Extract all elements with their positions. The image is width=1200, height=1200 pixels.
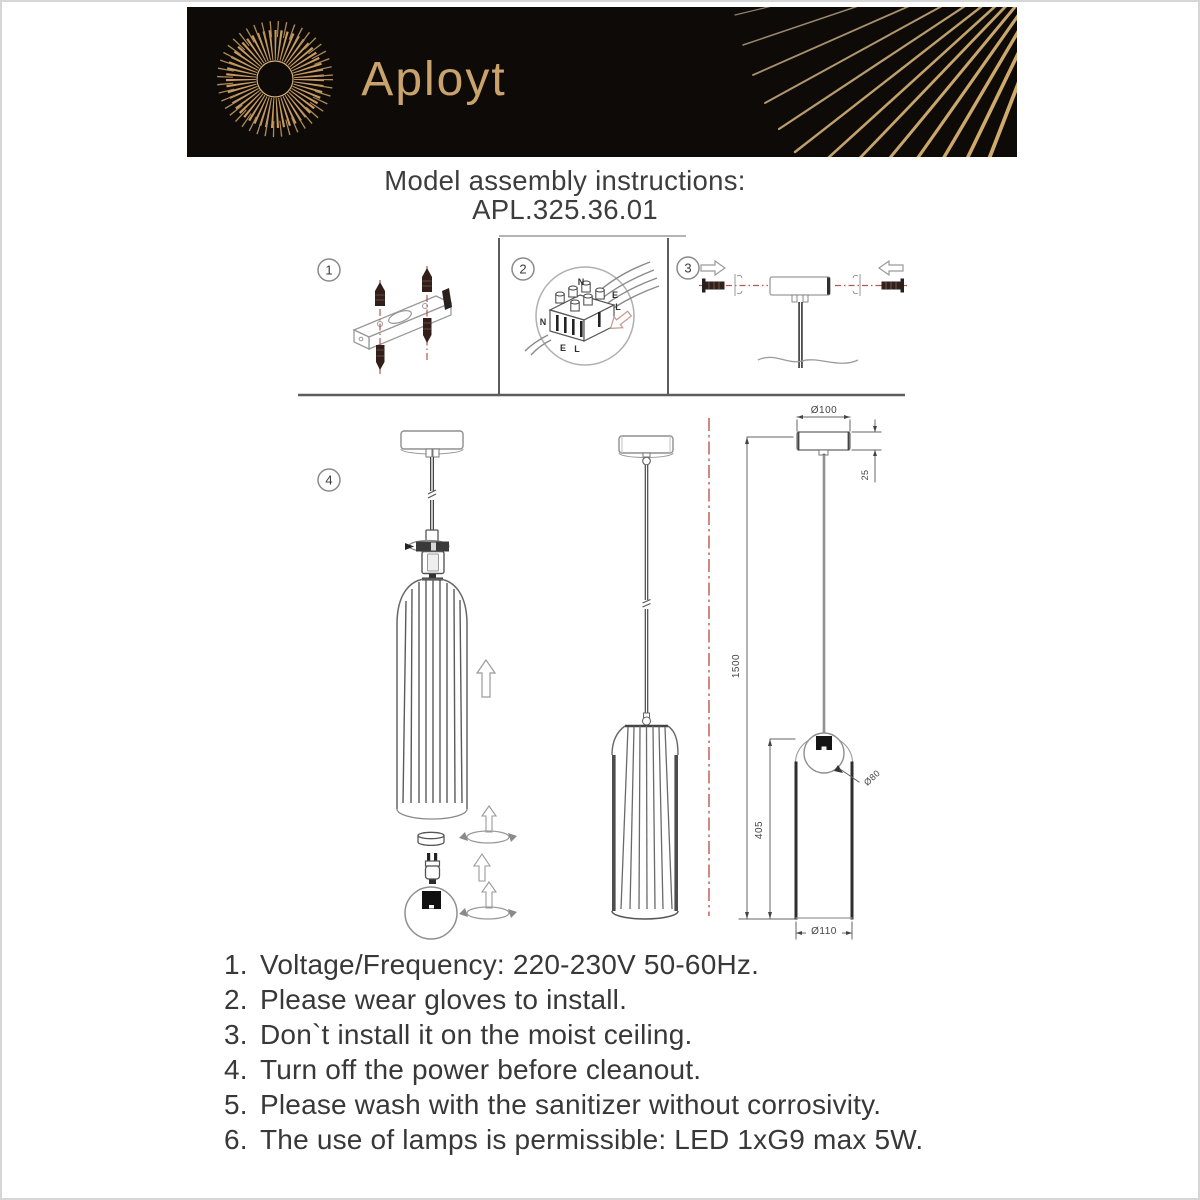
instruction-number: 2. [224,984,248,1015]
retaining-ring [418,832,444,845]
instruction-number: 1. [224,949,248,980]
step3-number: 3 [684,260,692,276]
wire-label-e-bottom: E [559,343,567,353]
g9-bulb [426,853,440,884]
instruction-text: Voltage/Frequency: 220-230V 50-60Hz. [260,949,760,980]
model-number: APL.325.36.01 [472,194,658,225]
dimension-drawing [731,405,882,939]
instruction-item [224,1125,1124,1154]
brand-name: Aployt [361,53,507,106]
assembly-diagram [2,232,1200,962]
instruction-text: Please wash with the sanitizer without corrosivity. [260,1089,882,1120]
instruction-text: Please wear gloves to install. [260,984,628,1015]
title-line-1: Model assembly instructions: [384,165,746,196]
dim-globe-diameter: Ø80 [861,767,883,788]
step4-number: 4 [325,472,333,488]
dim-canopy-height: 25 [860,469,870,481]
instruction-text: The use of lamps is permissible: LED 1xG9 max 5W. [260,1124,924,1155]
up-arrow-icon [477,660,495,697]
instruction-number: 5. [224,1089,248,1120]
push-right-arrow-icon [701,261,725,275]
header-banner [187,7,1017,157]
side-screw-left [699,274,768,296]
wire-label-l-right: L [615,302,621,312]
glass-globe [405,887,457,939]
push-left-arrow-icon [879,261,903,275]
up-arrow-icon [474,854,490,881]
instruction-text: Turn off the power before cleanout. [260,1054,702,1085]
canopy-mount-drawing [758,277,858,368]
dim-shade-diameter: Ø110 [811,926,837,937]
side-screw-right [835,274,907,296]
wire-label-n-left: N [539,317,547,327]
step3-panel [677,257,907,368]
pendant-front-view [612,436,678,919]
bracket-drawing [354,288,452,349]
fluted-shade [397,579,467,819]
ceiling-wave-line [758,357,858,363]
document-title [2,166,1128,224]
step4-panel [318,405,882,939]
step1-number: 1 [325,262,333,278]
instruction-list [224,950,1124,1160]
instruction-text: Don`t install it on the moist ceiling. [260,1019,693,1050]
instruction-item [224,1055,1124,1084]
instruction-number: 3. [224,1019,248,1050]
step1-panel [318,259,452,377]
instruction-item [224,950,1124,979]
instruction-item [224,1090,1124,1119]
exploded-view-drawing [397,431,517,939]
canopy [401,431,463,449]
twist-up-arrow-icon [459,882,517,919]
instruction-item [224,1020,1124,1049]
dim-overall-height: 1500 [731,653,742,679]
fan-rays-icon [735,7,1017,157]
instruction-number: 6. [224,1124,248,1155]
instruction-number: 4. [224,1054,248,1085]
wiring-drawing [525,262,659,365]
sunburst-icon [225,29,325,129]
step2-number: 2 [519,261,527,277]
twist-up-arrow-icon [459,806,517,843]
instruction-item [224,985,1124,1014]
step2-panel [512,258,659,365]
dim-shade-height: 405 [754,820,765,840]
wire-label-e-right: E [611,290,619,300]
wire-label-n-top: N [577,277,585,287]
wire-label-l-bottom: L [574,344,580,354]
banner-art [187,7,1017,157]
dim-canopy-diameter: Ø100 [810,405,838,416]
